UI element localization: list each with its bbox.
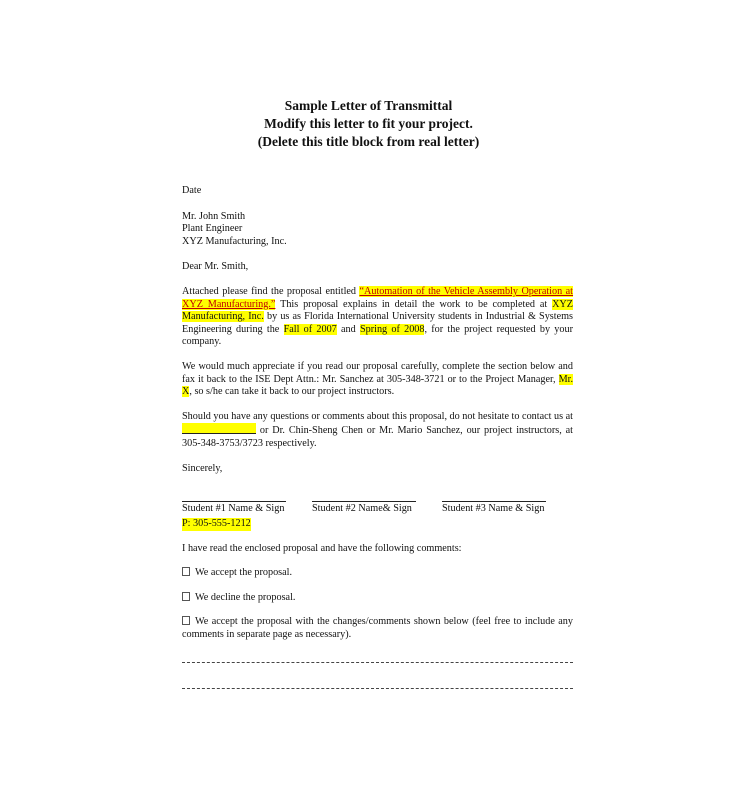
title-line-1: Sample Letter of Transmittal	[284, 98, 453, 113]
recipient-company: XYZ Manufacturing, Inc.	[182, 235, 287, 247]
recipient-address	[182, 211, 573, 249]
review-intro: I have read the enclosed proposal and have the following comments:	[182, 542, 462, 554]
decline-checkbox[interactable]	[182, 592, 190, 601]
contact-blank-field	[182, 423, 256, 434]
paragraph-3: Should you have any questions or comments about this proposal, do not hesitate to contact us at or Dr. Chin-Sheng Chen or Mr. Mario Sanchez, our project instructors, at 305-348-3753/3723 respectively.	[182, 410, 573, 449]
signature-line-3	[442, 501, 546, 502]
signature-label-3: Student #3 Name & Sign	[442, 503, 545, 515]
signature-line-1	[182, 501, 286, 502]
term-1-highlight: Fall of 2007	[283, 323, 337, 335]
title-block	[0, 97, 737, 151]
accept-checkbox[interactable]	[182, 567, 190, 576]
signature-row	[182, 501, 573, 515]
option-decline: We decline the proposal.	[182, 592, 573, 605]
manager-highlight: Mr. X	[182, 373, 573, 398]
signature-line-2	[312, 501, 416, 502]
term-2-highlight: Spring of 2008	[359, 323, 425, 335]
closing: Sincerely,	[182, 462, 223, 474]
option-accept-with-changes: We accept the proposal with the changes/comments shown below (feel free to include any comments in separate page as necessary).	[182, 616, 573, 641]
comment-line-2[interactable]	[182, 688, 573, 689]
paragraph-2: We would much appreciate if you read our proposal carefully, complete the section below and fax it back to the ISE Dept Attn.: Mr. Sanchez at 305-348-3721 or to the Project Manager, Mr. X, so s/he can take it back to our project instructors.	[182, 360, 573, 398]
date-line: Date	[182, 185, 202, 196]
company-highlight: XYZ Manufacturing, Inc.	[182, 298, 573, 323]
salutation: Dear Mr. Smith,	[182, 261, 249, 273]
option-accept: We accept the proposal.	[182, 567, 573, 580]
accept-with-changes-checkbox[interactable]	[182, 616, 190, 625]
signature-label-1: Student #1 Name & Sign	[182, 503, 285, 515]
phone-highlight: P: 305-555-1212	[182, 518, 251, 530]
signature-label-2: Student #2 Name& Sign	[312, 503, 412, 515]
letter-body	[182, 185, 573, 689]
paragraph-1: Attached please find the proposal entitled “Automation of the Vehicle Assembly Operation at XYZ Manufacturing.” This proposal explains in detail the work to be completed at XYZ Manufacturing, Inc. by us as Florida International University students in Industrial & Systems Engineering during the Fall of 2007 and Spring of 2008, for the project requested by your company.	[182, 285, 574, 348]
title-line-2: Modify this letter to fit your project.	[264, 116, 473, 131]
recipient-name: Mr. John Smith	[182, 210, 246, 222]
project-title-highlight: “Automation of the Vehicle Assembly Operation at XYZ Manufacturing.”	[182, 285, 574, 310]
title-line-3: (Delete this title block from real letter)	[257, 134, 480, 149]
recipient-title: Plant Engineer	[182, 223, 243, 235]
